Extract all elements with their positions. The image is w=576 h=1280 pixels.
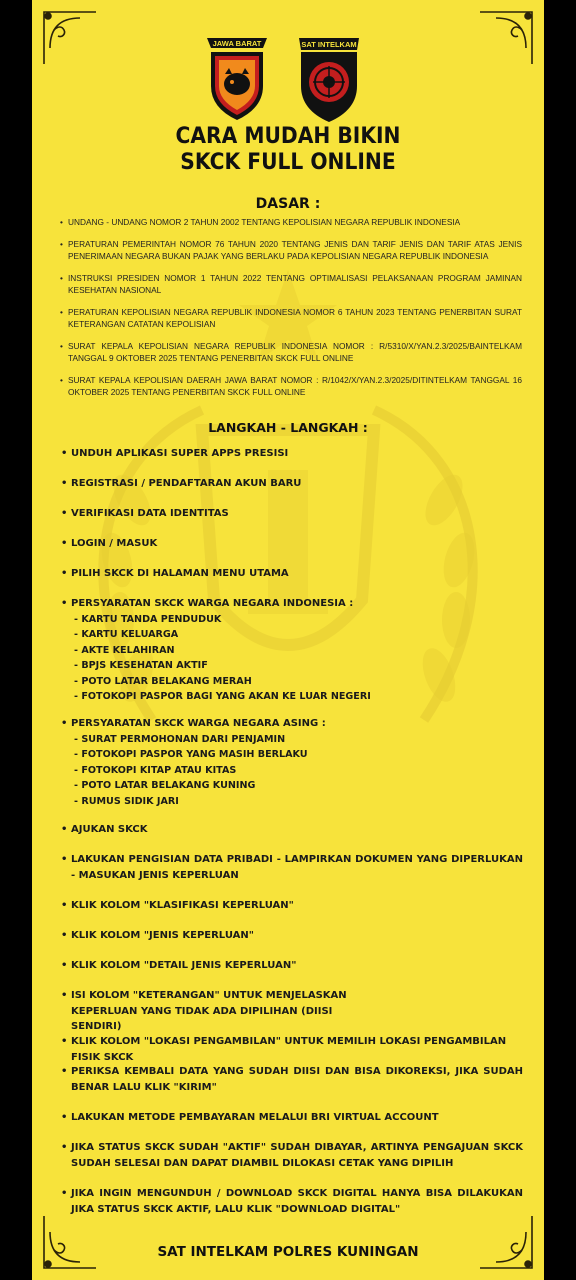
requirement-item: - FOTOKOPI PASPOR YANG MASIH BERLAKU	[74, 747, 523, 763]
requirement-item: - BPJS KESEHATAN AKTIF	[74, 658, 523, 674]
dasar-item: • INSTRUKSI PRESIDEN NOMOR 1 TAHUN 2022 TENTANG OPTIMALISASI PELAKSANAAN PROGRAM JAMINAN KESEHATAN NASIONAL	[60, 272, 522, 296]
corner-ornament-top-right	[476, 8, 536, 68]
step-text: • JIKA STATUS SKCK SUDAH "AKTIF" SUDAH DIBAYAR, ARTINYA PENGAJUAN SKCK SUDAH SELESAI DAN DAPAT DIAMBIL DILOKASI CETAK YANG DIPILIH	[61, 1140, 523, 1171]
step-text: • ISI KOLOM "KETERANGAN" UNTUK MENJELASKAN KEPERLUAN YANG TIDAK ADA DIPILIHAN (DIISI SENDIRI)	[61, 988, 361, 1035]
step-text: • KLIK KOLOM "LOKASI PENGAMBILAN" UNTUK MEMILIH LOKASI PENGAMBILAN FISIK SKCK	[61, 1034, 523, 1065]
step-item	[61, 958, 523, 974]
step-item	[61, 1064, 523, 1095]
dasar-list	[60, 216, 522, 408]
langkah-heading: LANGKAH - LANGKAH :	[208, 420, 368, 435]
step-text: • KLIK KOLOM "DETAIL JENIS KEPERLUAN"	[61, 958, 523, 974]
step-text: • JIKA INGIN MENGUNDUH / DOWNLOAD SKCK DIGITAL HANYA BISA DILAKUKAN JIKA STATUS SKCK AKTIF, LALU KLIK "DOWNLOAD DIGITAL"	[61, 1186, 523, 1217]
dasar-item: • PERATURAN PEMERINTAH NOMOR 76 TAHUN 2020 TENTANG JENIS DAN TARIF JENIS DAN TARIF ATAS JENIS PENERIMAAN NEGARA BUKAN PAJAK YANG BERLAKU PADA KEPOLISIAN NEGARA REPUBLIK INDONESIA	[60, 238, 522, 262]
title-line-1: CARA MUDAH BIKIN	[175, 124, 401, 149]
step-text: • KLIK KOLOM "KLASIFIKASI KEPERLUAN"	[61, 898, 523, 914]
dasar-item: • SURAT KEPALA KEPOLISIAN DAERAH JAWA BARAT NOMOR : R/1042/X/YAN.2.3/2025/DITINTELKAM TANGGAL 16 OKTOBER 2025 TENTANG PENERBITAN SKCK FULL ONLINE	[60, 374, 522, 398]
step-item	[61, 898, 523, 914]
step-item	[61, 822, 523, 838]
requirement-item: - AKTE KELAHIRAN	[74, 643, 523, 659]
requirement-item: - RUMUS SIDIK JARI	[74, 794, 523, 810]
step-text: • AJUKAN SKCK	[61, 822, 523, 838]
step-item	[61, 536, 523, 552]
step-item	[61, 928, 523, 944]
requirement-list	[61, 612, 523, 705]
requirement-item: - KARTU TANDA PENDUDUK	[74, 612, 523, 628]
step-item	[61, 988, 361, 1035]
step-text: • KLIK KOLOM "JENIS KEPERLUAN"	[61, 928, 523, 944]
sat-intelkam-logo	[297, 30, 361, 122]
dasar-heading: DASAR :	[255, 196, 321, 212]
step-item	[61, 1140, 523, 1171]
corner-ornament-bottom-right	[476, 1212, 536, 1272]
step-text: • PERIKSA KEMBALI DATA YANG SUDAH DIISI DAN BISA DIKOREKSI, JIKA SUDAH BENAR LALU KLIK "KIRIM"	[61, 1064, 523, 1095]
step-item	[61, 506, 523, 522]
footer-organization: SAT INTELKAM POLRES KUNINGAN	[157, 1244, 419, 1260]
requirement-item: - POTO LATAR BELAKANG MERAH	[74, 674, 523, 690]
requirement-item: - KARTU KELUARGA	[74, 627, 523, 643]
svg-text:JAWA BARAT: JAWA BARAT	[212, 39, 262, 48]
step-text: • PILIH SKCK DI HALAMAN MENU UTAMA	[61, 566, 523, 582]
requirement-item: - FOTOKOPI KITAP ATAU KITAS	[74, 763, 523, 779]
step-text: • PERSYARATAN SKCK WARGA NEGARA ASING :	[61, 716, 523, 732]
step-item	[61, 852, 523, 883]
step-text: • UNDUH APLIKASI SUPER APPS PRESISI	[61, 446, 523, 462]
step-item	[61, 1034, 523, 1065]
requirement-list	[61, 732, 523, 810]
dasar-item: • PERATURAN KEPOLISIAN NEGARA REPUBLIK INDONESIA NOMOR 6 TAHUN 2023 TENTANG PENERBITAN SURAT KETERANGAN CATATAN KEPOLISIAN	[60, 306, 522, 330]
step-text: • LAKUKAN PENGISIAN DATA PRIBADI - LAMPIRKAN DOKUMEN YANG DIPERLUKAN - MASUKAN JENIS KEPERLUAN	[61, 852, 523, 883]
step-item	[61, 1186, 523, 1217]
step-text: • LAKUKAN METODE PEMBAYARAN MELALUI BRI VIRTUAL ACCOUNT	[61, 1110, 523, 1126]
corner-ornament-top-left	[40, 8, 100, 68]
dasar-item: • UNDANG - UNDANG NOMOR 2 TAHUN 2002 TENTANG KEPOLISIAN NEGARA REPUBLIK INDONESIA	[60, 216, 522, 228]
step-item	[61, 476, 523, 492]
step-item	[61, 566, 523, 582]
svg-text:SAT INTELKAM: SAT INTELKAM	[301, 40, 357, 49]
step-item-wni-requirements	[61, 596, 523, 705]
poster	[32, 0, 544, 1280]
polda-jawa-barat-logo	[205, 30, 269, 122]
step-text: • PERSYARATAN SKCK WARGA NEGARA INDONESIA :	[61, 596, 523, 612]
step-text: • REGISTRASI / PENDAFTARAN AKUN BARU	[61, 476, 523, 492]
corner-ornament-bottom-left	[40, 1212, 100, 1272]
requirement-item: - FOTOKOPI PASPOR BAGI YANG AKAN KE LUAR NEGERI	[74, 689, 523, 705]
step-item-wna-requirements	[61, 716, 523, 809]
title-line-2: SKCK FULL ONLINE	[180, 150, 396, 175]
requirement-item: - POTO LATAR BELAKANG KUNING	[74, 778, 523, 794]
dasar-item: • SURAT KEPALA KEPOLISIAN NEGARA REPUBLIK INDONESIA NOMOR : R/5310/X/YAN.2.3/2025/BAINTELKAM TANGGAL 9 OKTOBER 2025 TENTANG PENERBITAN SKCK FULL ONLINE	[60, 340, 522, 364]
step-text: • LOGIN / MASUK	[61, 536, 523, 552]
step-item	[61, 446, 523, 462]
step-text: • VERIFIKASI DATA IDENTITAS	[61, 506, 523, 522]
step-item	[61, 1110, 523, 1126]
page-title	[32, 124, 544, 176]
requirement-item: - SURAT PERMOHONAN DARI PENJAMIN	[74, 732, 523, 748]
